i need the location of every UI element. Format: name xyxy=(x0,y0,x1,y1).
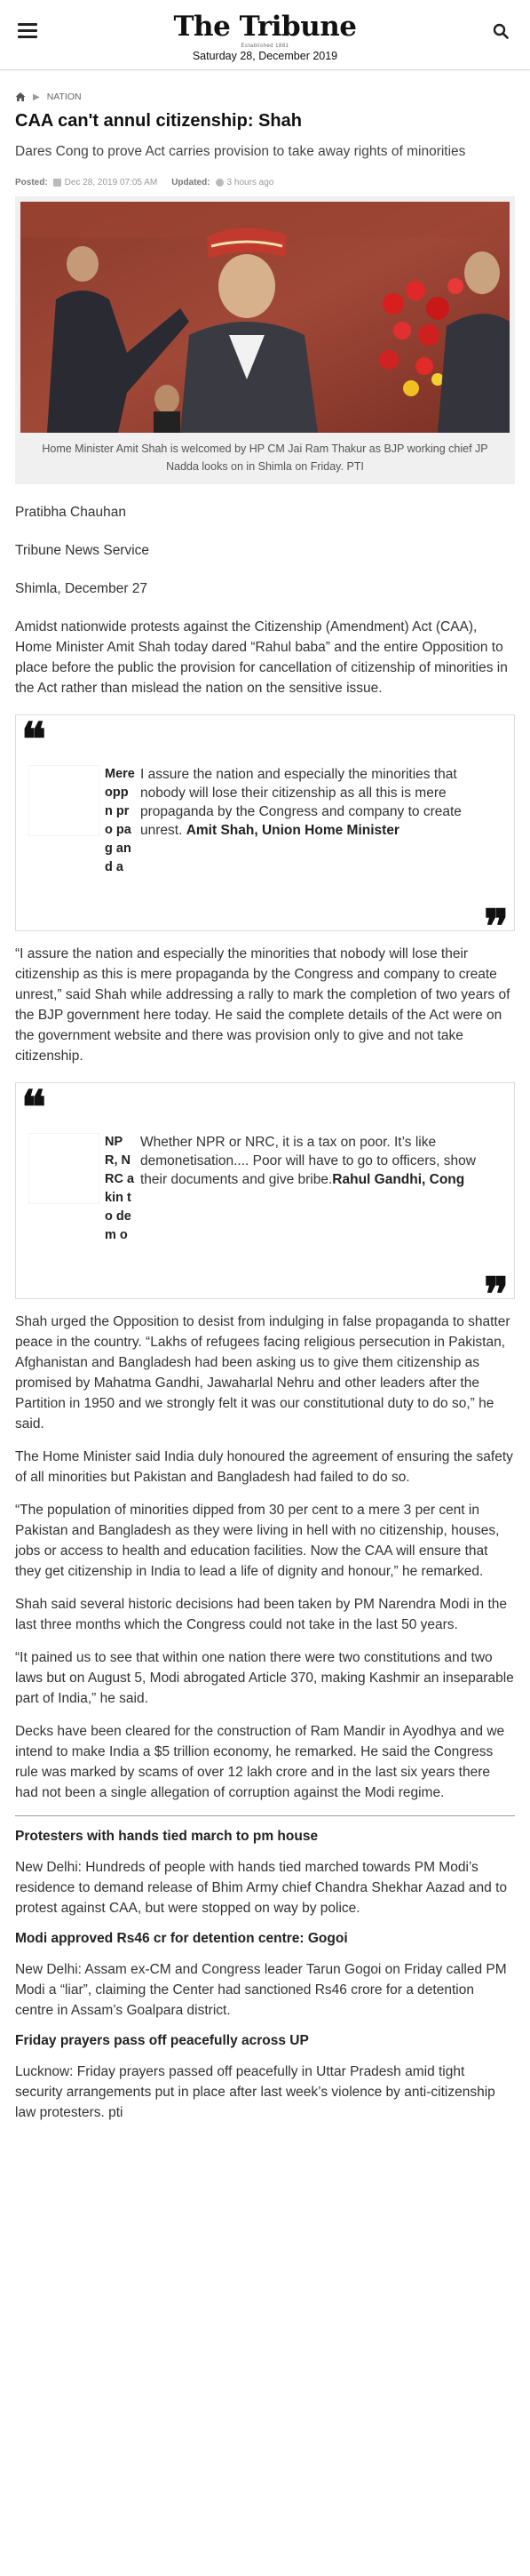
paragraph: Shah urged the Opposition to desist from indulging in false propaganda to shatter peace in the country. “Lakhs of refugees facing religious persecution in Pakistan, Afghanistan and Bangladesh had been asking us to give them citizenship as promised by Mahatma Gandhi, Jawaharlal Nehru and other leaders after the Partition in 1950 and we strongly felt it was our constitutional duty to do so,” he said. xyxy=(15,1314,510,1432)
logo-tagline: Established 1881 xyxy=(241,44,289,49)
clock-icon xyxy=(216,179,224,187)
header-date: Saturday 28, December 2019 xyxy=(192,50,338,62)
article-subtitle: Dares Cong to prove Act carries provision to take away rights of minorities xyxy=(15,144,466,159)
posted-label: Posted: xyxy=(15,178,48,187)
quote-tag: NPR, NRC akin to dem o xyxy=(105,1135,135,1242)
quote-text xyxy=(140,1133,505,1245)
pull-quote xyxy=(15,714,515,931)
lead-figure xyxy=(15,196,515,484)
quote-open-icon: ❝ xyxy=(21,713,46,767)
updated-label: Updated: xyxy=(171,178,210,187)
pull-quote xyxy=(15,1082,515,1299)
quote-attribution: Rahul Gandhi, Cong xyxy=(332,1172,465,1187)
article-meta xyxy=(15,178,515,187)
author-name: Pratibha Chauhan xyxy=(15,505,126,520)
article-container xyxy=(0,92,530,2123)
sidebar-story-text: New Delhi: Hundreds of people with hands tied marched towards PM Modi’s residence to demand release of Bhim Army chief Chandra Shekhar Aazad and to protest against CAA, but were stopped on way by police. xyxy=(15,1860,508,1916)
home-icon[interactable] xyxy=(15,92,26,102)
quote-close-icon: ❝ xyxy=(484,879,509,933)
sidebar-story-title: Modi approved Rs46 cr for detention centre: Gogoi xyxy=(15,1931,348,1946)
article-title: CAA can't annul citizenship: Shah xyxy=(15,111,302,131)
site-logo[interactable]: The Tribune xyxy=(173,11,357,43)
lead-photo[interactable] xyxy=(20,202,510,433)
section-divider xyxy=(15,1815,515,1816)
sidebar-story-title: Protesters with hands tied march to pm house xyxy=(15,1829,319,1844)
quote-thumbnail xyxy=(28,765,99,836)
quote-open-icon: ❝ xyxy=(21,1081,46,1135)
site-header xyxy=(0,0,530,70)
quote-thumbnail xyxy=(28,1133,99,1204)
updated-time: 3 hours ago xyxy=(226,178,274,187)
quote-close-icon: ❝ xyxy=(484,1247,509,1301)
news-agency: Tribune News Service xyxy=(15,543,150,558)
breadcrumb-separator-icon: ▶ xyxy=(33,92,40,102)
sidebar-story-title: Friday prayers pass off peacefully across UP xyxy=(15,2033,309,2048)
posted-date: Dec 28, 2019 07:05 AM xyxy=(64,178,158,187)
paragraph: “It pained us to see that within one nation there were two constitutions and two laws but on August 5, Modi abrogated Article 370, making Kashmir an inseparable part of India,” he said. xyxy=(15,1650,514,1706)
quote-text xyxy=(140,765,505,877)
quote-attribution: Amit Shah, Union Home Minister xyxy=(186,823,399,838)
paragraph: Amidst nationwide protests against the Citizenship (Amendment) Act (CAA), Home Minister Amit Shah today dared “Rahul baba” and the entire Opposition to place before the public the provision for cancellation of citizenship of minorities in the Act rather than mislead the nation on the sensitive issue. xyxy=(15,619,508,696)
search-icon[interactable] xyxy=(493,23,509,39)
sidebar-story-text: New Delhi: Assam ex-CM and Congress leader Tarun Gogoi on Friday called PM Modi a “liar”, claiming the Center had sanctioned Rs46 crore for a detention centre in Assam’s Goalpara district. xyxy=(15,1962,507,2018)
paragraph: Shah said several historic decisions had been taken by PM Narendra Modi in the last three months which the Congress could not take in the last 50 years. xyxy=(15,1597,508,1632)
paragraph: “I assure the nation and especially the minorities that nobody will lose their citizenship as this is mere propaganda by the Congress and company to create unrest,” said Shah while addressing a rally to mark the completion of two years of the BJP government here today. He said the complete details of the Act were on the government website and there was provision only to give and not take citizenship. xyxy=(15,946,510,1064)
article-body xyxy=(15,502,515,2123)
calendar-icon xyxy=(53,179,61,187)
quote-tag: Mere opp n pro pag and a xyxy=(105,767,135,874)
breadcrumb-section-link[interactable]: NATION xyxy=(46,92,82,102)
paragraph: “The population of minorities dipped from 30 per cent to a mere 3 per cent in Pakistan and Bangladesh as they were living in hell with no citizenship, houses, jobs or access to health and education facilities. Now the CAA will ensure that they get citizenship in India to lead a life of dignity and honour,” he remarked. xyxy=(15,1503,500,1579)
dateline: Shimla, December 27 xyxy=(15,581,148,596)
paragraph: Decks have been cleared for the construction of Ram Mandir in Ayodhya and we intend to make India a $5 trillion economy, he remarked. He said the Congress rule was marked by scams of over 12 lakh crore and in the last six years there had not been a single allegation of corruption against the Modi regime. xyxy=(15,1724,505,1800)
sidebar-story-text: Lucknow: Friday prayers passed off peacefully in Uttar Pradesh amid tight security arrangements put in place after last week’s violence by anti-citizenship law protesters. pti xyxy=(15,2064,495,2120)
paragraph: The Home Minister said India duly honoured the agreement of ensuring the safety of all minorities but Pakistan and Bangladesh had failed to do so. xyxy=(15,1449,513,1485)
breadcrumb xyxy=(15,92,515,102)
photo-caption: Home Minister Amit Shah is welcomed by HP CM Jai Ram Thakur as BJP working chief JP Nadda looks on in Shimla on Friday. PTI xyxy=(42,443,488,473)
quote-body: I assure the nation and especially the minorities that nobody will lose their citizenship as all this is mere propaganda by the Congress and company to create unrest. xyxy=(140,767,462,838)
quote-body: Whether NPR or NRC, it is a tax on poor. It’s like demonetisation.... Poor will have to go to officers, show their documents and give bribe. xyxy=(140,1135,476,1187)
